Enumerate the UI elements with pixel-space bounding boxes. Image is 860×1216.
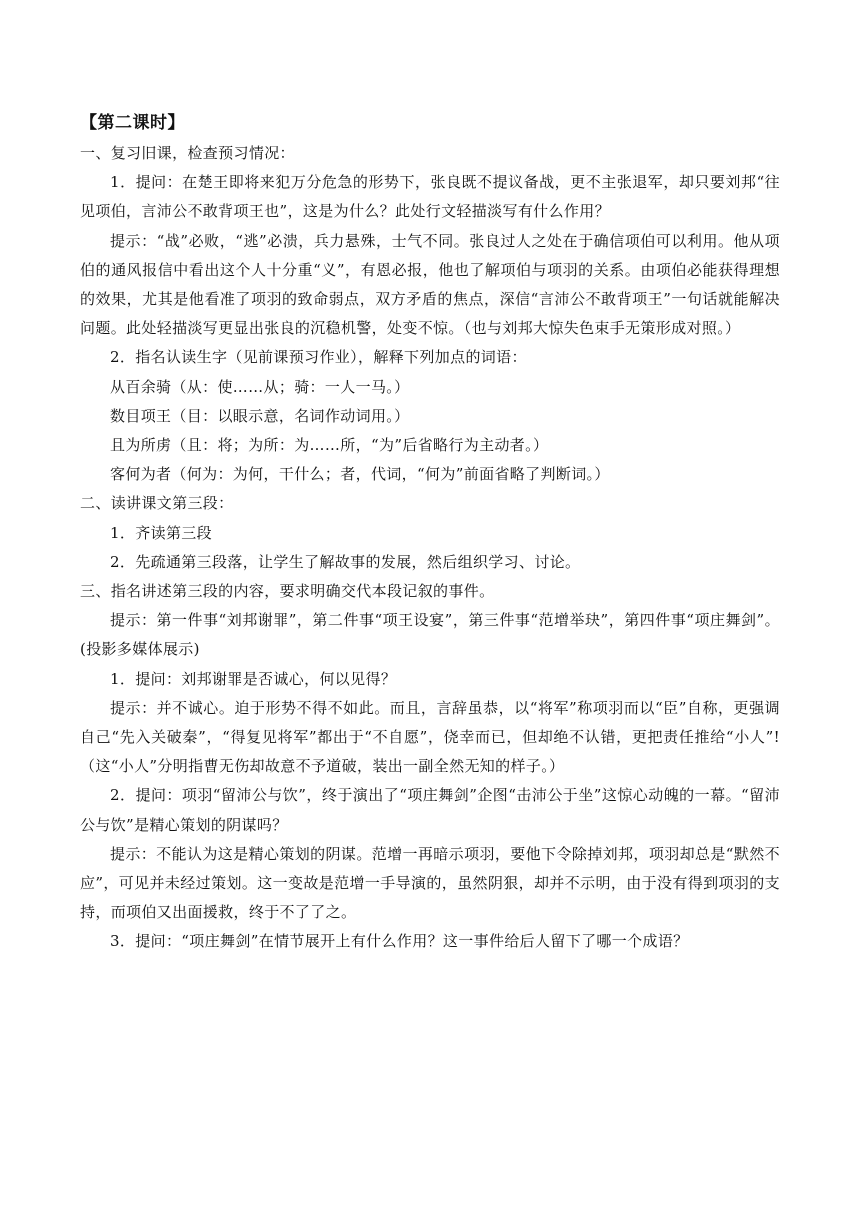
document-page [80,110,780,957]
hint-paragraph: 提示：“战”必败，“逃”必溃，兵力悬殊，士气不同。张良过人之处在于确信项伯可以利用。他从项伯的通风报信中看出这个人十分重“义”，有恩必报，他也了解项伯与项羽的关系。由项伯必能获得理想的效果，尤其是他看准了项羽的致命弱点，双方矛盾的焦点，深信“言沛公不敢背项王”一句话就能解决问题。此处轻描淡写更显出张良的沉稳机警，处变不惊。（也与刘邦大惊失色束手无策形成对照。） [80,231,780,338]
question-paragraph: 2．指名认读生字（见前课预习作业），解释下列加点的词语： [110,348,527,367]
question-paragraph: 1．提问：在楚王即将来犯万分危急的形势下，张良既不提议备战，更不主张退军，却只要刘邦“往见项伯，言沛公不敢背项王也”，这是为什么？此处行文轻描淡写有什么作用？ [80,173,780,221]
question-paragraph: 3．提问：“项庄舞剑”在情节展开上有什么作用？这一事件给后人留下了哪一个成语？ [110,932,689,951]
section-title-1: 一、复习旧课，检查预习情况： [80,144,295,162]
step-paragraph: 2．先疏通第三段落，让学生了解故事的发展，然后组织学习、讨论。 [110,552,581,571]
vocab-item: 数目项王（目：以眼示意，名词作动词用。） [110,406,410,425]
hint-paragraph: 提示：第一件事“刘邦谢罪”，第二件事“项王设宴”，第三件事“范增举玦”，第四件事“项庄舞剑”。(投影多媒体展示) [80,611,780,659]
vocab-item: 且为所虏（且：将；为所：为……所，“为”后省略行为主动者。） [110,436,549,455]
step-paragraph: 1．齐读第三段 [110,523,212,542]
question-paragraph: 2．提问：项羽“留沛公与饮”，终于演出了“项庄舞剑”企图“击沛公于坐”这惊心动魄的一幕。“留沛公与饮”是精心策划的阴谋吗？ [80,786,780,834]
vocab-item: 客何为者（何为：为何，干什么；者，代词，“何为”前面省略了判断词。） [110,465,610,484]
question-paragraph: 1．提问：刘邦谢罪是否诚心，何以见得？ [110,669,397,688]
section-title-2: 二、读讲课文第三段： [80,494,234,513]
hint-paragraph: 提示：不能认为这是精心策划的阴谋。范增一再暗示项羽，要他下令除掉刘邦，项羽却总是“默然不应”，可见并未经过策划。这一变故是范增一手导演的，虽然阴狠，却并不示明，由于没有得到项羽的支持，而项伯又出面援救，终于不了了之。 [80,844,780,922]
vocab-item: 从百余骑（从：使……从；骑：一人一马。） [110,377,410,396]
lesson-heading: 【第二课时】 [80,113,185,133]
section-title-3: 三、指名讲述第三段的内容，要求明确交代本段记叙的事件。 [80,582,495,601]
hint-paragraph: 提示：并不诚心。迫于形势不得不如此。而且，言辞虽恭，以“将军”称项羽而以“臣”自称，更强调自己“先入关破秦”，“得复见将军”都出于“不自愿”，侥幸而已，但却绝不认错，更把责任推给“小人”!（这“小人”分明指曹无伤却故意不予道破，装出一副全然无知的样子。） [80,698,780,776]
document-body [80,139,780,957]
